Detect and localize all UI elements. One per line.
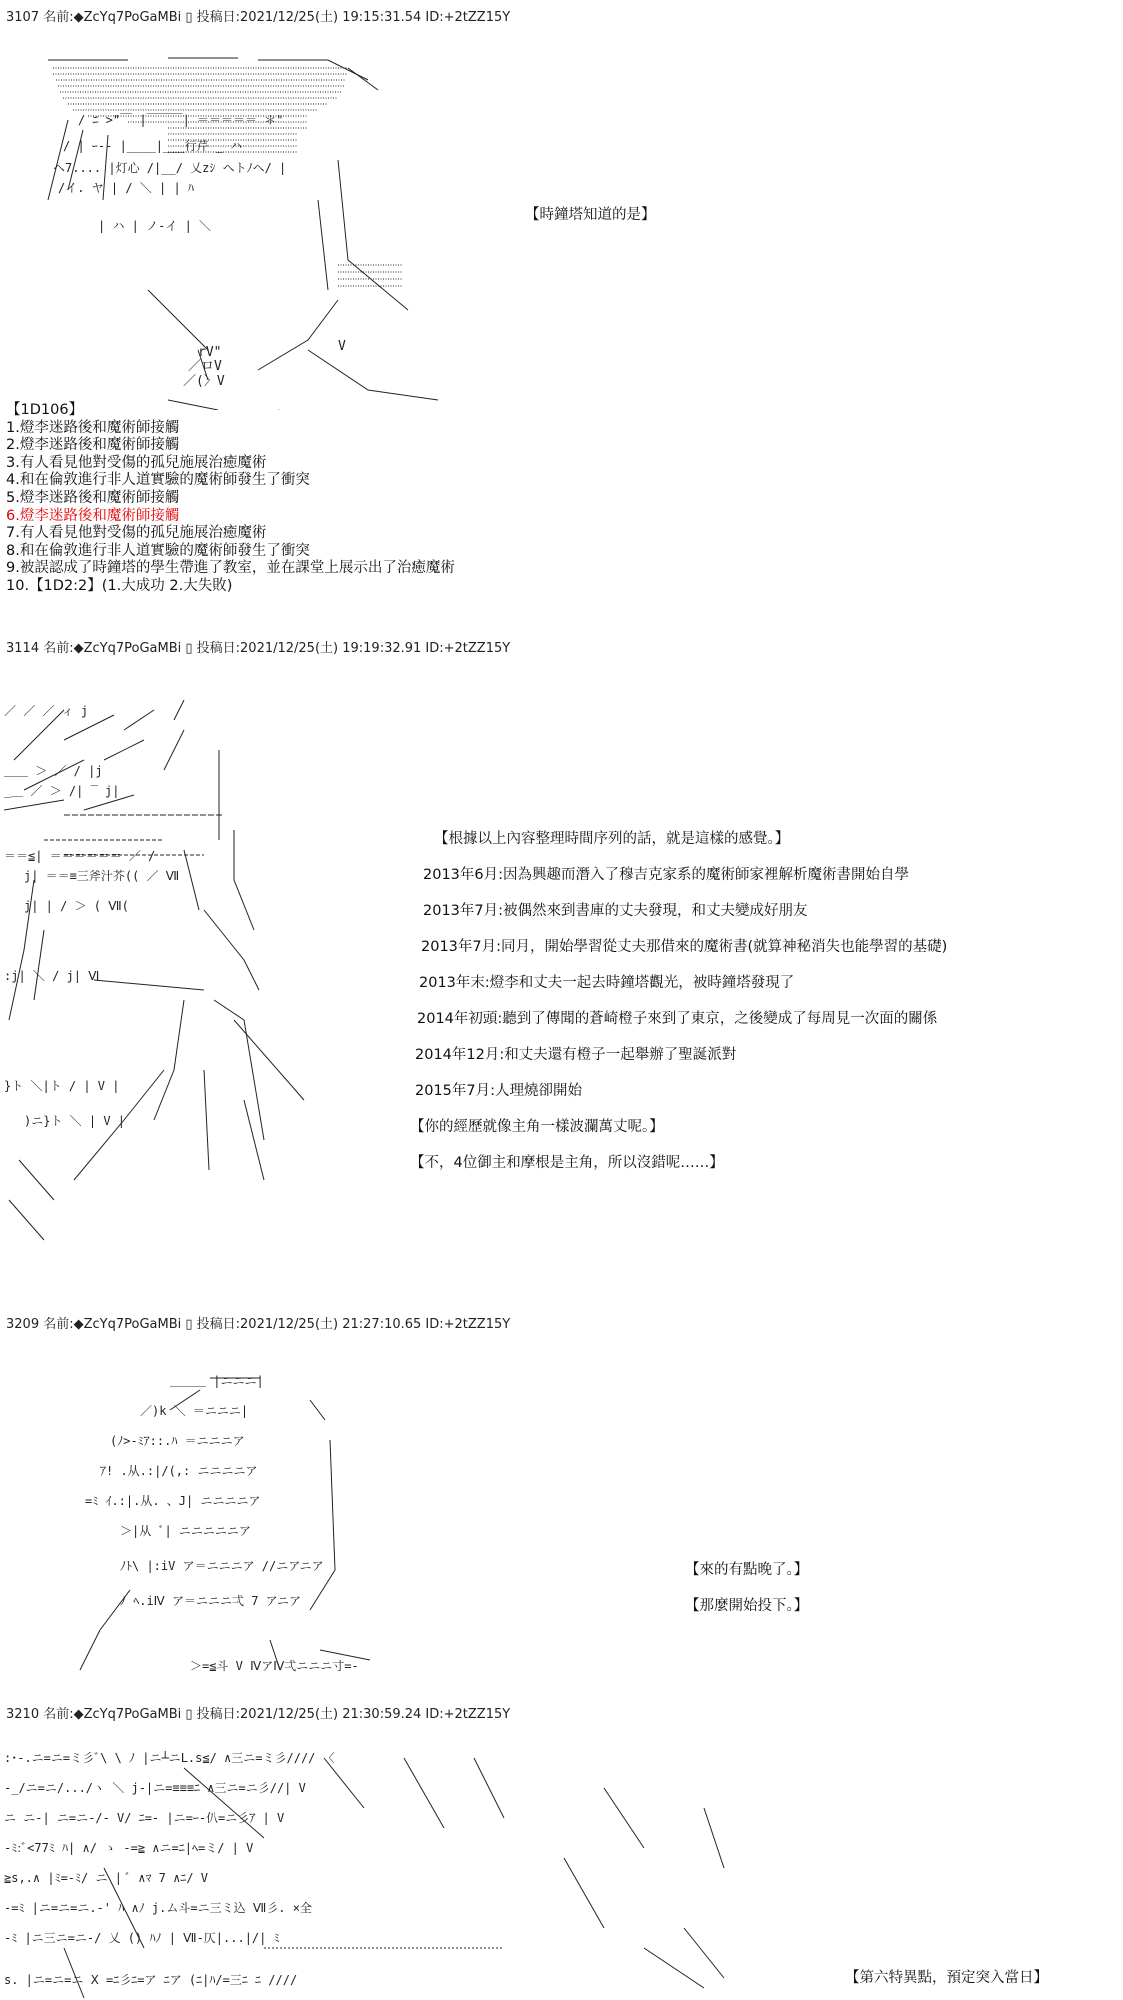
post-header: 3107 名前:◆ZcYq7PoGaMBi ▯ 投稿日:2021/12/25(土) 19:15:31.54 ID:+2tZZ15Y	[6, 10, 511, 25]
ascii-line: -=ﾐ |ニ=ニ=ニ.-' ﾊ ∧ﾉ j.ム斗=ニ三ミ込 Ⅶ彡. ×全	[4, 1901, 312, 1915]
list-item: 4.和在倫敦進行非人道實驗的魔術師發生了衝突	[6, 472, 310, 489]
post-header: 3114 名前:◆ZcYq7PoGaMBi ▯ 投稿日:2021/12/25(土) 19:19:32.91 ID:+2tZZ15Y	[6, 641, 511, 656]
ascii-line: ＿＿＿ |ニニニ|	[170, 1374, 264, 1388]
ascii-line: ﾉ ﾍ.iⅣ ア＝ニニニ弌 7 アニア	[120, 1594, 302, 1608]
ascii-art-drawing	[4, 1748, 764, 2000]
ascii-line: / | ｰ-- |____|___行芹 _ ハ	[63, 139, 243, 153]
ascii-line: ﾉﾄ\ |:iV ア＝ニニニア //ニアニア	[120, 1559, 324, 1573]
ascii-art-long-hair-figure	[4, 700, 334, 1250]
ascii-line: ＝＝≦| ＝＝＝＝＝＝ ／ /	[4, 849, 156, 863]
ascii-line: (ﾉ>-ﾐｱ::.ﾊ ＝ニニニア	[110, 1434, 245, 1448]
svg-text:V: V	[338, 339, 346, 354]
ascii-line: j| ＝＝≡三斧汁芥(( ／ Ⅶ	[24, 869, 180, 883]
ascii-art-sixth-singularity	[4, 1748, 764, 2000]
ascii-line: -_/ニ=ニ/.../ヽ ＼ j-|ニ=≡≡≡ﾆ ∧三ニ=ニ彡//| V	[4, 1781, 306, 1795]
post-header: 3210 名前:◆ZcYq7PoGaMBi ▯ 投稿日:2021/12/25(土) 21:30:59.24 ID:+2tZZ15Y	[6, 1707, 511, 1722]
ascii-line: :･-.ニ=ニ=ミ彡ﾞ\ \ ﾉ |ニ┴ニL.s≦/ ∧三ニ=ミ彡//// 〈	[4, 1751, 335, 1765]
ascii-line: =ﾐ ｲ.:|.从. 、J| ニニニニア	[85, 1494, 261, 1508]
ascii-line: -ﾐ |ニ三ニ=ニ-/ 乂 () ﾊﾉ | Ⅶ‐仄|...|/| ﾐ	[4, 1931, 280, 1945]
ascii-line: ｱ! .从.:|/(,: ニニニニア	[100, 1464, 258, 1478]
ascii-line: ＞=≦斗 V ⅣアⅣ弌ニニニ寸=-	[190, 1659, 359, 1673]
ascii-line: ＿＿ ＞ ／ / |j	[4, 764, 103, 778]
caption-clock-tower: 【時鐘塔知道的是】	[525, 207, 656, 223]
timeline-entry: 2013年6月:因為興趣而潛入了穆吉克家系的魔術師家裡解析魔術書開始自學	[423, 867, 910, 883]
timeline-intro: 【根據以上內容整理時間序列的話，就是這樣的感覺。】	[434, 831, 790, 847]
ascii-line: }ト ＼|ト / | V |	[4, 1079, 120, 1093]
ascii-line: s. |ニ=ニ=ニ Ⅹ =ﾆ彡ﾆ=ア ﾆア (ﾆ|ﾊ/=三ﾆ ﾆ ////	[4, 1973, 298, 1987]
ascii-line: -ﾐ:ﾞ<77ﾐ ﾊ| ∧/ ゝ -=≧ ∧ニ=ﾆ|ﾍ=ミ/ | V	[4, 1841, 254, 1855]
ascii-line: ＞|从 ﾞ| ニニニニニア	[120, 1524, 251, 1538]
list-item: 9.被誤認成了時鐘塔的學生帶進了教室，並在課堂上展示出了治癒魔術	[6, 560, 455, 577]
list-item: 2.燈李迷路後和魔術師接觸	[6, 437, 180, 454]
ascii-line: _＿ ／ ＞ /| ‾ j|	[4, 784, 120, 798]
ascii-line: ／)k ＼ ＝ニニニ|	[140, 1404, 249, 1418]
list-item-highlighted: 6.燈李迷路後和魔術師接觸	[6, 507, 180, 524]
roll-title: 【1D106】	[6, 402, 84, 418]
post-header: 3209 名前:◆ZcYq7PoGaMBi ▯ 投稿日:2021/12/25(土) 21:27:10.65 ID:+2tZZ15Y	[6, 1317, 511, 1332]
list-item: 8.和在倫敦進行非人道實驗的魔術師發生了衝突	[6, 542, 310, 559]
timeline-entry: 2014年初頭:聽到了傳聞的蒼崎橙子來到了東京，之後變成了每周見一次面的關係	[417, 1011, 938, 1027]
ascii-line: | ハ | ノ-イ | ＼	[98, 219, 212, 233]
svg-text:rV": rV"	[198, 345, 222, 360]
ascii-line: ≧s,.∧ |ﾐ=-ﾐ/ ニ | ﾞ ∧ﾏ 7 ∧ﾆ/ V	[4, 1871, 209, 1885]
svg-text:／(〉V: ／(〉V	[183, 374, 225, 389]
timeline-entry: 2013年7月:被偶然來到書庫的丈夫發現，和丈夫變成好朋友	[423, 903, 808, 919]
svg-text:／ロV: ／ロV	[188, 359, 222, 374]
ascii-line: ニ ニ-| ニ=ニ-/- V/ ﾆ=- |ニ=ｰ-仈=ニ彡ｱ | V	[4, 1811, 285, 1825]
ascii-art-drawing	[8, 50, 448, 410]
ascii-line: j| | / ＞ ( Ⅶ(	[24, 899, 129, 913]
remark: 【不，4位御主和摩根是主角，所以沒錯呢……】	[410, 1155, 724, 1171]
list-item: 1.燈李迷路後和魔術師接觸	[6, 419, 180, 436]
timeline-entry: 2014年12月:和丈夫還有橙子一起舉辦了聖誕派對	[415, 1047, 737, 1063]
timeline-entry: 2013年7月:同月，開始學習從丈夫那借來的魔術書(就算神秘消失也能學習的基礎)	[421, 939, 948, 955]
caption-sixth-singularity: 【第六特異點，預定突入當日】	[845, 1970, 1048, 1986]
caption-start: 【那麼開始投下。】	[685, 1598, 809, 1614]
ascii-art-drawing	[70, 1370, 630, 1690]
ascii-art-drawing	[4, 700, 334, 1250]
roll-result-list	[6, 402, 455, 596]
ascii-line: :j| ＼ / j| Ⅵ	[4, 969, 100, 983]
list-item: 5.燈李迷路後和魔術師接觸	[6, 489, 180, 506]
list-item: 10.【1D2:2】(1.大成功 2.大失敗)	[6, 577, 233, 594]
ascii-line: ／ ／ ／ ィ j	[4, 704, 89, 718]
timeline-entry: 2015年7月:人理燒卻開始	[415, 1083, 583, 1099]
ascii-line: )ニ}ト ＼ | V |	[24, 1114, 126, 1128]
remark: 【你的經歷就像主角一樣波瀾萬丈呢。】	[410, 1119, 664, 1135]
list-item: 7.有人看見他對受傷的孤兒施展治癒魔術	[6, 525, 267, 542]
ascii-line: ヘ7.... |灯心 /|__/ 乂zｼ ヘトﾉヘ/ |	[53, 161, 287, 175]
ascii-art-tea-scene	[70, 1370, 630, 1690]
ascii-art-clock-tower-girl	[8, 50, 448, 410]
caption-late: 【來的有點晚了。】	[685, 1562, 809, 1578]
list-item: 3.有人看見他對受傷的孤兒施展治癒魔術	[6, 454, 267, 471]
timeline-entry: 2013年末:燈李和丈夫一起去時鐘塔觀光，被時鐘塔發現了	[419, 975, 795, 991]
ascii-line: /イ. ヤ | / ＼ | | ﾊ	[58, 181, 194, 195]
ascii-line: / ﾆ >"￣ |￣￣￣| ＝＝＝＝＝ ＊"	[78, 113, 284, 127]
